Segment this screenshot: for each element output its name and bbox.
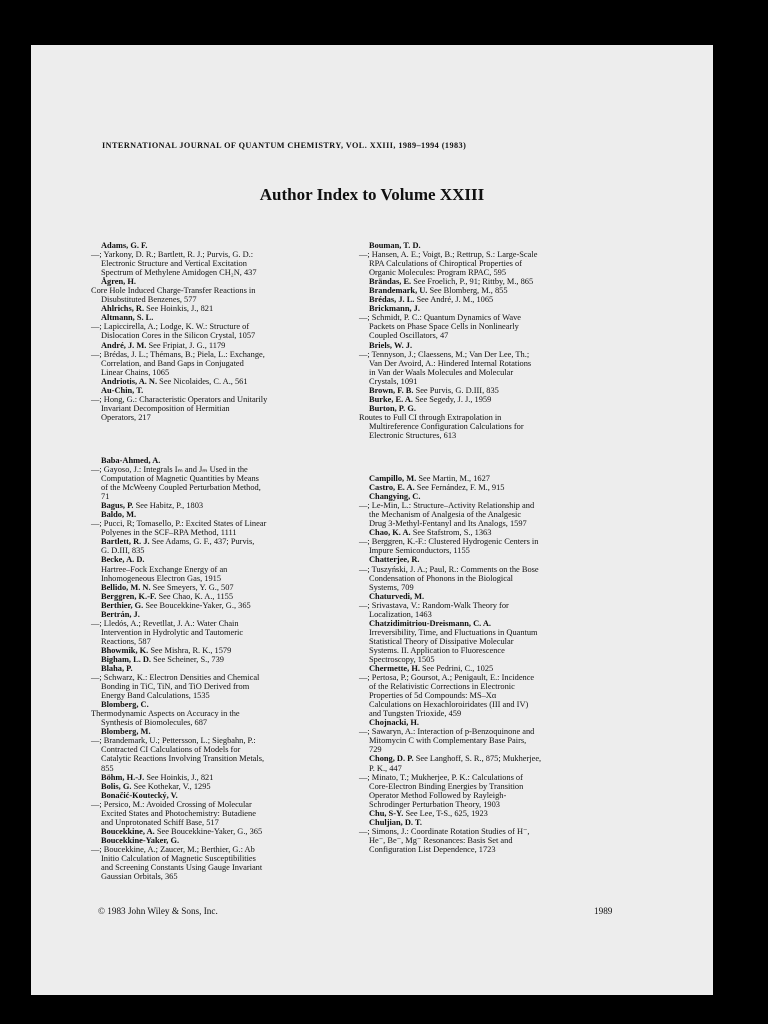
author-reference: See Boucekkine-Yaker, G., 365 xyxy=(154,826,263,836)
author-name: Andriotis, A. N. xyxy=(101,376,158,386)
author-entry xyxy=(91,727,359,773)
entry-text-line: Synthesis of Biomolecules, 687 xyxy=(101,718,208,728)
author-name: Chong, D. P. xyxy=(369,754,414,764)
entry-text-line: —; Sawaryn, A.: Interaction of p-Benzoquinone and xyxy=(359,727,535,737)
author-name: Bartlett, R. J. xyxy=(101,537,150,547)
author-reference: See Fernández, F. M., 915 xyxy=(414,483,505,493)
entry-text-line: Van Der Avoird, A.: Hindered Internal Rotations xyxy=(369,358,532,368)
author-entry xyxy=(91,340,359,377)
entry-text-line: Bonding in TiC, TiN, and TiO Derived from xyxy=(101,682,250,692)
index-column-right xyxy=(359,241,627,854)
author-name: Chao, K. A. xyxy=(369,528,411,538)
author-name: Altmann, S. L. xyxy=(101,313,154,323)
author-entry xyxy=(91,313,359,341)
author-name: Boucekkine, A. xyxy=(101,826,155,836)
author-name: Brown, F. B. xyxy=(369,385,414,395)
entry-text-line: RPA Calculations of Chiroptical Properties of xyxy=(369,259,522,269)
author-entry xyxy=(369,277,627,286)
author-name: Chatterjee, R. xyxy=(369,555,420,565)
entry-text-line: —; Brandemark, U.; Pettersson, L.; Siegbahn, P.: xyxy=(91,736,256,746)
author-reference: See Boucekkine-Yaker, G., 365 xyxy=(143,600,251,610)
author-name: André, J. M. xyxy=(101,340,147,350)
author-name: Castro, E. A. xyxy=(369,483,415,493)
author-reference: See Smeyers, Y. G., 507 xyxy=(150,582,234,592)
author-name: Chermette, H. xyxy=(369,664,420,674)
entry-text-line: Contracted CI Calculations of Models for xyxy=(101,745,241,755)
entry-text-line: —; Schmidt, P. C.: Quantum Dynamics of Wave xyxy=(359,313,522,323)
section-gap xyxy=(101,422,359,456)
author-entry xyxy=(369,474,627,483)
entry-text-line: Linear Chains, 1065 xyxy=(101,367,170,377)
author-entry xyxy=(101,377,359,386)
entry-text-line: Core Hole Induced Charge-Transfer Reactions in xyxy=(91,286,256,296)
entry-text-line: —; Minato, T.; Mukherjee, P. K.: Calculations of xyxy=(359,772,523,782)
author-entry xyxy=(359,664,627,719)
entry-text-line: —; Berggren, K.-F.: Clustered Hydrogenic Centers in xyxy=(359,537,539,547)
entry-text-line: —; Persico, M.: Avoided Crossing of Molecular xyxy=(91,799,252,809)
author-reference: See André, J. M., 1065 xyxy=(414,295,494,305)
author-name: Brickmann, J. xyxy=(369,304,420,314)
author-entry xyxy=(369,386,627,395)
entry-text-line: —; Tennyson, J.; Claessens, M.; Van Der Lee, Th.; xyxy=(359,349,530,359)
author-reference: See Adams, G. F., 437; Purvis, xyxy=(149,537,255,547)
entry-text-line: Schrodinger Perturbation Theory, 1903 xyxy=(369,799,500,809)
author-entry xyxy=(359,591,627,619)
entry-text-line: Electronic Structures, 613 xyxy=(369,430,457,440)
author-reference: See Purvis, G. D.III, 835 xyxy=(413,385,499,395)
entry-text-line: —; Schwarz, K.: Electron Densities and Chemical xyxy=(91,673,260,683)
author-reference: See Langhoff, S. R., 875; Mukherjee, xyxy=(413,754,542,764)
entry-text-line: Systems. II. Application to Fluorescence xyxy=(369,645,505,655)
author-name: Bhowmik, K. xyxy=(101,645,149,655)
author-entry xyxy=(359,528,627,556)
author-name: Bertrán, J. xyxy=(101,609,140,619)
author-name: Baldo, M. xyxy=(101,510,137,520)
author-entry xyxy=(359,718,627,755)
entry-text-line: —; Pertosa, P.; Goursot, A.; Penigault, E.: Incidence xyxy=(359,673,535,683)
author-entry xyxy=(91,790,359,827)
entry-text-line: —; Brédas, J. L.; Thémans, B.; Piela, L.: Exchange, xyxy=(91,349,265,359)
author-name: Changying, C. xyxy=(369,492,421,502)
entry-text-line: Properties of 5d Compounds: MS–Xα xyxy=(369,691,497,701)
author-entry xyxy=(91,835,359,882)
author-reference: See Pedrini, C., 1025 xyxy=(419,664,494,674)
author-name: Boucekkine-Yaker, G. xyxy=(101,835,180,845)
author-name: Brandemark, U. xyxy=(369,286,428,296)
author-name: Ahlrichs, R. xyxy=(101,304,145,314)
entry-text-line: Electronic Structure and Vertical Excitation xyxy=(101,259,247,269)
author-reference: See Mishra, R. K., 1579 xyxy=(148,645,232,655)
entry-text-line: Routes to Full CI through Extrapolation in xyxy=(359,412,502,422)
entry-text-line: Hartree–Fock Exchange Energy of an xyxy=(101,564,228,574)
author-name: Böhm, H.-J. xyxy=(101,772,145,782)
author-name: Ågren, H. xyxy=(101,277,136,287)
entry-text-line: Packets on Phase Space Cells in Nonlinearly xyxy=(369,322,519,332)
entry-text-line: and Tungsten Trioxide, 459 xyxy=(369,709,462,719)
entry-text-line: in Van der Waals Molecules and Molecular xyxy=(369,367,514,377)
entry-text-line: Mitomycin C with Complementary Base Pairs, xyxy=(369,736,527,746)
entry-text-line: Irreversibility, Time, and Fluctuations in Quantum xyxy=(369,627,538,637)
copyright-notice: © 1983 John Wiley & Sons, Inc. xyxy=(98,906,218,916)
author-reference: See Martin, M., 1627 xyxy=(416,474,490,484)
author-entry xyxy=(101,537,359,555)
entry-text-line: Coupled Oscillators, 47 xyxy=(369,331,449,341)
entry-text-line: Systems, 709 xyxy=(369,582,414,592)
entry-text-line: Thermodynamic Aspects on Accuracy in the xyxy=(91,709,240,719)
author-entry xyxy=(101,583,359,592)
author-entry xyxy=(91,385,359,422)
author-entry xyxy=(101,592,359,601)
entry-text-line: Energy Band Calculations, 1535 xyxy=(101,691,210,701)
author-reference: See Lee, T-S., 625, 1923 xyxy=(403,808,488,818)
author-reference: See Blomberg, M., 855 xyxy=(427,286,508,296)
author-entry xyxy=(359,492,627,529)
entry-text-line: —; Le-Min, L.: Structure–Activity Relationship and xyxy=(359,501,535,511)
entry-text-line: Computation of Magnetic Quantities by Means xyxy=(101,474,259,484)
author-reference: See Hoinkis, J., 821 xyxy=(144,304,214,314)
entry-text-line: Intervention in Hydrolytic and Tautomeric xyxy=(101,627,244,637)
entry-text-line: —; Boucekkine, A.; Zaucer, M.; Berthier, G.: Ab xyxy=(91,844,255,854)
entry-text-line: Catalytic Reactions Involving Transition Metals, xyxy=(101,754,265,764)
author-name: Burke, E. A. xyxy=(369,394,413,404)
author-reference: See Kothekar, V., 1295 xyxy=(131,781,211,791)
entry-text-line: Calculations on Hexachloroiridates (III and IV) xyxy=(369,700,529,710)
author-name: Chuljian, D. T. xyxy=(369,817,422,827)
author-entry xyxy=(359,304,627,341)
author-name: Bonačić-Koutecký, V. xyxy=(101,790,178,800)
author-entry xyxy=(369,286,627,295)
author-name: Blomberg, M. xyxy=(101,727,151,737)
author-entry xyxy=(359,403,627,440)
author-reference: See Fripiat, J. G., 1179 xyxy=(146,340,226,350)
entry-text-line: He⁻, Be⁻, Mg⁻ Resonances: Basis Set and xyxy=(369,835,513,845)
author-name: Brédas, J. L. xyxy=(369,295,415,305)
journal-page xyxy=(31,45,713,995)
author-name: Berthier, G. xyxy=(101,600,144,610)
entry-text-line: —; Hansen, A. E.; Voigt, B.; Rettrup, S.: Large-Scale xyxy=(359,250,538,260)
page-title: Author Index to Volume XXIII xyxy=(259,185,485,204)
author-entry xyxy=(359,555,627,592)
author-entry xyxy=(369,809,627,818)
entry-text-line: Operator Method Followed by Rayleigh- xyxy=(369,790,507,800)
entry-text-line: Invariant Decomposition of Hermitian xyxy=(101,403,230,413)
entry-text-line: —; Gayoso, J.: Integrals Iₘ and Jₘ Used in the xyxy=(91,464,248,474)
author-entry xyxy=(359,817,627,854)
author-name: Adams, G. F. xyxy=(101,241,148,250)
author-name: Burton, P. G. xyxy=(369,403,416,413)
entry-text-line: Drug 3-Methyl-Fentanyl and Its Analogs, 1597 xyxy=(369,519,527,529)
author-reference: See Scheiner, S., 739 xyxy=(151,654,224,664)
author-entry xyxy=(101,304,359,313)
entry-text-line: Condensation of Phonons in the Biological xyxy=(369,573,513,583)
author-name: Berggren, K.-F. xyxy=(101,591,157,601)
entry-text-line: Configuration List Dependence, 1723 xyxy=(369,844,496,854)
entry-text-line: —; Yarkony, D. R.; Bartlett, R. J.; Purvis, G. D.: xyxy=(91,250,254,260)
author-name: Campillo, M. xyxy=(369,474,417,484)
entry-text-line: —; Pucci, R; Tomasello, P.: Excited States of Linear xyxy=(91,519,267,529)
author-name: Bellido, M. N. xyxy=(101,582,151,592)
author-entry xyxy=(101,501,359,510)
author-reference: See Nicolaides, C. A., 561 xyxy=(157,376,248,386)
entry-text-line: of the McWeeny Coupled Perturbation Method, xyxy=(101,483,261,493)
author-entry xyxy=(91,241,359,278)
author-entry xyxy=(359,241,627,278)
author-entry xyxy=(359,754,627,809)
section-gap xyxy=(369,440,627,474)
author-reference: See Froelich, P., 91; Rittby, M., 865 xyxy=(411,277,534,287)
entry-text-line: Organic Molecules: Program RPAC, 595 xyxy=(369,268,507,278)
author-entry xyxy=(359,340,627,386)
author-entry xyxy=(101,655,359,664)
author-name: Bagus, P. xyxy=(101,501,134,511)
entry-text-line: Spectrum of Methylene Amidogen CH₂N, 437 xyxy=(101,268,257,278)
entry-text-line: Localization, 1463 xyxy=(369,609,432,619)
entry-text-line: Core-Electron Binding Energies by Transition xyxy=(369,781,524,791)
entry-text-line: Dislocation Cores in the Silicon Crystal, 1057 xyxy=(101,331,256,341)
entry-text-line: 71 xyxy=(101,492,110,502)
author-name: Chatzidimitriou-Dreismann, C. A. xyxy=(369,618,491,628)
entry-text-line: —; Hong, G.: Characteristic Operators and Unitarily xyxy=(91,394,268,404)
author-name: Bouman, T. D. xyxy=(369,241,421,250)
author-entry xyxy=(91,664,359,701)
author-entry xyxy=(91,609,359,646)
author-entry xyxy=(91,510,359,538)
entry-text-line: Inhomogeneous Electron Gas, 1915 xyxy=(101,573,222,583)
author-reference: See Habitz, P., 1803 xyxy=(133,501,204,511)
entry-text-line: —; Tuszyński, J. A.; Paul, R.: Comments on the Bose xyxy=(359,564,539,574)
author-name: Blaha, P. xyxy=(101,664,133,674)
author-entry xyxy=(101,555,359,582)
entry-text-line: —; Srivastava, V.: Random-Walk Theory for xyxy=(359,600,509,610)
entry-text-line: and Unprotonated Schiff Base, 517 xyxy=(101,817,219,827)
entry-text-line: 855 xyxy=(101,763,114,773)
entry-text-line: —; Lapiccirella, A.; Lodge, K. W.: Structure of xyxy=(91,322,250,332)
author-name: Au-Chin, T. xyxy=(101,385,144,395)
entry-text-line: the Mechanism of Analgesia of the Analgesic xyxy=(369,510,522,520)
entry-text-line: Correlation, and Band Gaps in Conjugated xyxy=(101,358,244,368)
entry-text-line: G. D.III, 835 xyxy=(101,546,145,556)
entry-text-line: Multireference Configuration Calculations for xyxy=(369,421,524,431)
entry-text-line: Polyenes in the SCF–RPA Method, 1111 xyxy=(101,528,237,538)
entry-text-line: Spectroscopy, 1505 xyxy=(369,654,435,664)
entry-text-line: Excited States and Photochemistry: Butadiene xyxy=(101,808,256,818)
author-entry xyxy=(101,601,359,610)
page-number: 1989 xyxy=(594,906,613,916)
entry-text-line: and Screening Constants Using Gauge Invariant xyxy=(101,863,263,873)
author-reference: See Stafstrom, S., 1363 xyxy=(410,528,492,538)
author-entry xyxy=(101,782,359,791)
entry-text-line: Initio Calculation of Magnetic Susceptibilities xyxy=(101,854,256,863)
author-name: Chojnacki, H. xyxy=(369,718,420,728)
entry-text-line: Crystals, 1091 xyxy=(369,376,418,386)
author-entry xyxy=(369,619,627,664)
author-entry xyxy=(91,455,359,502)
author-entry xyxy=(91,700,359,728)
entry-text-line: P. K., 447 xyxy=(369,763,402,773)
author-name: Blomberg, C. xyxy=(101,700,149,710)
entry-text-line: Operators, 217 xyxy=(101,412,151,422)
author-name: Baba-Ahmed, A. xyxy=(101,455,161,465)
author-name: Briels, W. J. xyxy=(369,340,413,350)
author-reference: See Hoinkis, J., 821 xyxy=(144,772,214,782)
entry-text-line: of the Relativistic Corrections in Electronic xyxy=(369,682,515,692)
author-entry xyxy=(369,395,627,404)
author-entry xyxy=(369,483,627,492)
author-name: Bolis, G. xyxy=(101,781,132,791)
author-name: Chaturvedi, M. xyxy=(369,591,425,601)
entry-text-line: Disubstituted Benzenes, 577 xyxy=(101,295,197,305)
author-entry xyxy=(369,295,627,304)
entry-text-line: Statistical Theory of Dissipative Molecular xyxy=(369,636,514,646)
author-reference: See Segedy, J. J., 1959 xyxy=(412,394,492,404)
entry-text-line: 729 xyxy=(369,745,382,755)
author-entry xyxy=(101,827,359,836)
author-entry xyxy=(101,646,359,655)
author-name: Bigham, L. D. xyxy=(101,654,152,664)
author-entry xyxy=(91,277,359,305)
entry-text-line: Reactions, 587 xyxy=(101,636,151,646)
entry-text-line: Gaussian Orbitals, 365 xyxy=(101,872,178,882)
entry-text-line: —; Lledós, A.; Revetllat, J. A.: Water Chain xyxy=(91,618,239,628)
journal-header: INTERNATIONAL JOURNAL OF QUANTUM CHEMISTRY, VOL. XXIII, 1989–1994 (1983) xyxy=(102,141,467,150)
author-name: Brändas, E. xyxy=(369,277,412,287)
author-name: Becke, A. D. xyxy=(101,555,145,565)
author-name: Chu, S-Y. xyxy=(369,808,404,818)
author-entry xyxy=(101,773,359,782)
entry-text-line: Impure Semiconductors, 1155 xyxy=(369,546,470,556)
entry-text-line: —; Simons, J.: Coordinate Rotation Studies of H⁻, xyxy=(359,826,530,836)
index-column-left xyxy=(91,241,359,882)
author-reference: See Chao, K. A., 1155 xyxy=(156,591,234,601)
